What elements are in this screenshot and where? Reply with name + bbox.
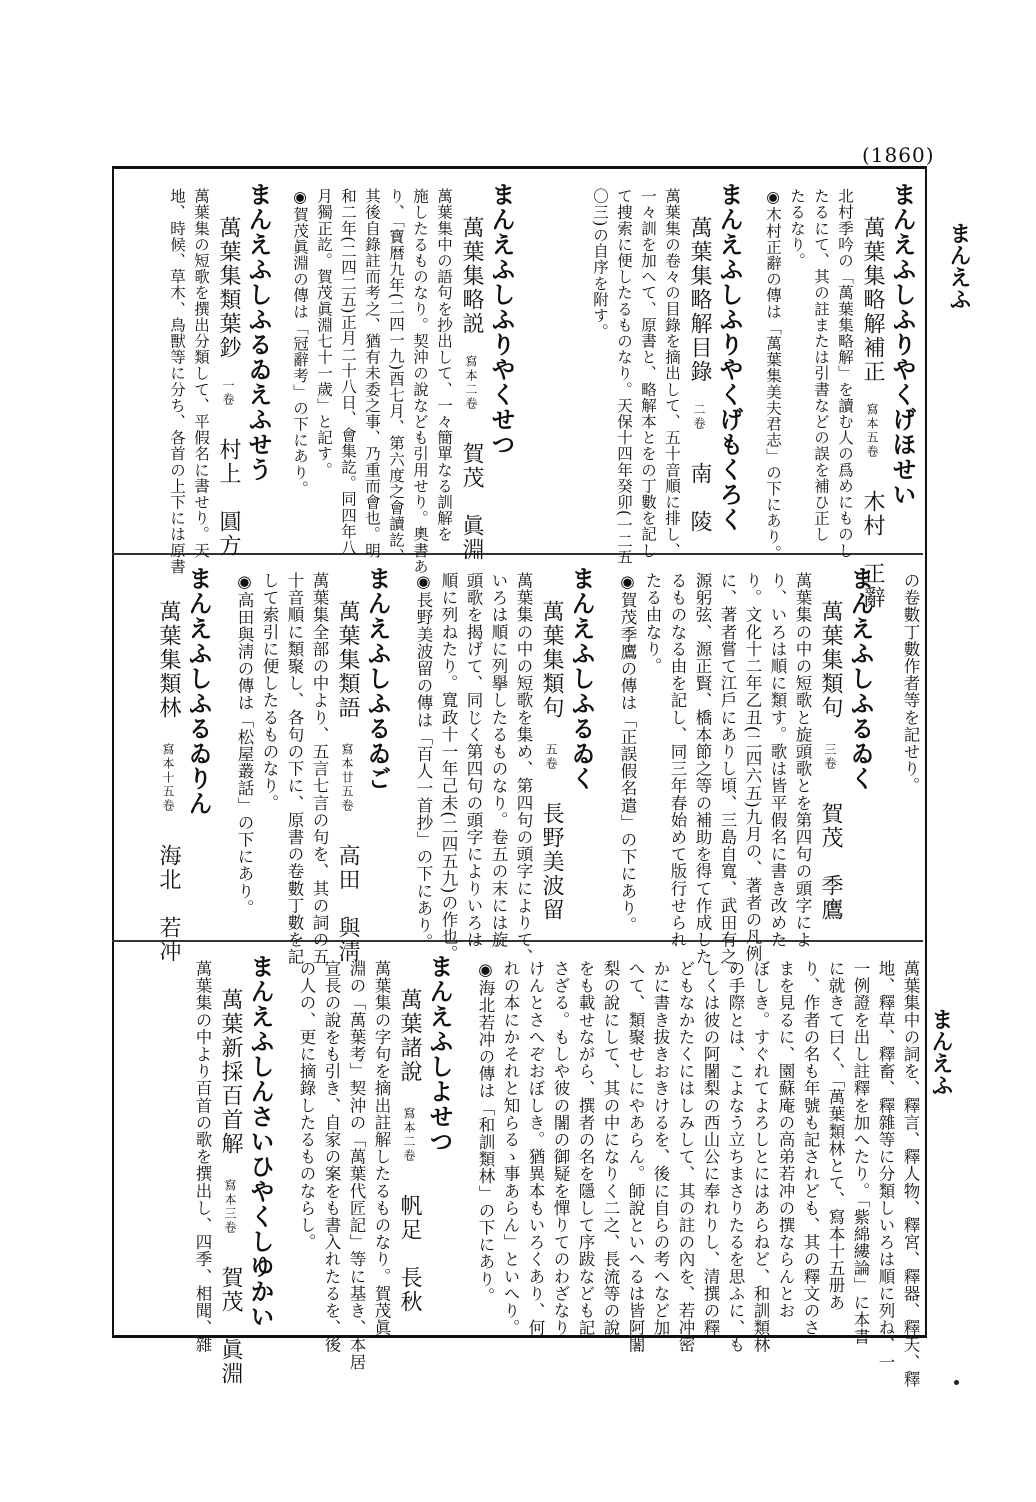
entry-title (151, 600, 179, 964)
entry-heading: まんえふしんさいひやくしゆかい (246, 954, 275, 1329)
entry-line: 萬葉集の中の短歌と旋頭歌とを第四句の頭字によ (793, 572, 812, 949)
entry-line: の手際とは、こよなう立ちまさりたるを思ふに、も (726, 960, 745, 1354)
entry-line: 〇三)の自序を附す。 (591, 188, 609, 340)
entry-line: 十音順に類聚し、各句の下に、原書の卷數丁數を記 (285, 572, 304, 966)
entry-volumes: 五卷 (544, 743, 558, 771)
entry-author: 賀茂 眞淵 (218, 1266, 243, 1386)
entry-title-text: 萬葉集略説 (459, 216, 484, 336)
entry-line: 順に列ねたり。寬政十一年己未(二四五九)の作也。 (439, 572, 458, 963)
entry-line: 一々訓を加へて、原書と、略解本とをの丁數を記し (639, 188, 657, 559)
entry-heading: まんえふしふりやくげもくろく (715, 182, 744, 532)
entry-volumes: 三卷 (823, 743, 837, 771)
side-label-top: まんえふ (946, 222, 972, 310)
entry-volumes: 寫本十五卷 (161, 743, 175, 813)
entry-line: 梨の說にして、其の中になりく二之、長流等の說 (601, 960, 620, 1337)
entry-line: の人の、更に摘錄したるものならし。 (297, 960, 316, 1251)
entry-line: 萬葉集中の詞を、釋言、釋人物、釋宮、釋器、釋天、釋 (901, 960, 920, 1388)
entry-ruiku-ruigo-ruirin (123, 566, 920, 983)
entry-line: るものなる由を記し、同三年春始めて版行せられ (668, 572, 687, 949)
entry-author: 村上 圓方 (216, 438, 241, 558)
scan-speck (954, 1380, 959, 1385)
entry-line: 地、時候、草木、鳥獸等に分ち、各首の上下には原書 (168, 188, 186, 575)
entry-line: 萬葉集の中の短歌を集め、第四句の頭字によりて、 (514, 572, 533, 966)
entry-line: 萬葉集の中より百首の歌を撰出し、四季、相聞、雜 (193, 960, 212, 1354)
entry-line: れの本にかそれと知らるゝ事あらん」といへり。 (501, 960, 520, 1337)
entry-heading: まんえふしふるゐく (846, 566, 875, 791)
entry-title-text: 萬葉集類句 (818, 600, 843, 720)
entry-title-text: 萬葉集略解補正 (860, 216, 885, 384)
entry-title-text: 萬葉集類林 (156, 600, 181, 720)
entry-line: り、作者の名も年號も記されども、其の釋文のさ (801, 960, 820, 1337)
entry-ruirin-shosetsu-shinsai (123, 954, 920, 1388)
entry-line: に、著者嘗て江戶にありし頃、三島自寬、武田有之、 (718, 572, 737, 983)
entry-line: 萬葉集の字句を摘出註解したるものなり。賀茂眞 (372, 960, 391, 1337)
entry-line: して索引に便したるものなり。 (260, 572, 279, 812)
entry-line: り、いろは順に類す。歌は皆平假名に書き改めた (768, 572, 787, 949)
entry-line: ◉高田與淸の傳は「松屋叢話」の下にあり。 (235, 572, 254, 917)
entry-volumes: 寫本廿五卷 (340, 743, 354, 813)
entry-line: の卷數丁數作者等を記せり。 (901, 572, 920, 795)
entry-ryakusetsu-ruiyoshou (128, 182, 516, 575)
entry-line: ◉賀茂眞淵の傳は「冠辭考」の下にあり。 (291, 188, 309, 497)
entry-author: 南 陵 (687, 462, 712, 534)
entry-line: 其後自錄註而考之、猶有未委之事、乃重而會也。明 (363, 188, 381, 559)
entry-title (682, 216, 710, 534)
entry-line: ◉木村正辭の傳は「萬葉集美夫君志」の下にあり。 (764, 188, 782, 561)
entry-line: ◉賀茂季鷹の傳は「正誤假名遣」の下にあり。 (618, 572, 637, 934)
entry-heading: まんえふしよせつ (425, 954, 454, 1154)
entry-title-text: 萬葉集類語 (335, 600, 360, 720)
entry-title (392, 988, 420, 1314)
entry-line: 北村季吟の「萬葉集略解」を讀む人の爲めにものし (836, 188, 854, 559)
entry-title (330, 600, 358, 964)
entry-author: 帆足 長秋 (397, 1194, 422, 1314)
entry-volumes: 寫本二卷 (402, 1107, 416, 1163)
entry-heading: まんえふしふるゐく (567, 566, 596, 791)
entry-heading: まんえふしふりやくげほせい (888, 182, 917, 507)
entry-author: 長野美波留 (539, 802, 564, 922)
entry-line: 淵の「萬葉考」契沖の「萬葉代匠記」等に基き、本居 (347, 960, 366, 1371)
entry-volumes: 寫本二卷 (464, 355, 478, 411)
entry-title-text: 萬葉集類葉鈔 (216, 216, 241, 360)
entry-title (534, 600, 562, 922)
entry-heading: まんえふしふりやくせつ (487, 182, 516, 457)
entry-line: たる由なり。 (643, 572, 662, 675)
entry-line: 頭歌を揭げて、同じく第四句の頭字によりいろは (464, 572, 483, 949)
entry-line: 地、釋草、釋畜、釋雜等に分類しいろは順に列ね、一 (876, 960, 895, 1371)
entry-line: たるにて、其の註または引書などの誤を補ひ正し (812, 188, 830, 543)
entry-line: をも載せながら、撰者の名を隱して序跋なども記 (576, 960, 595, 1337)
entry-heading: まんえふしふるゐえふせう (244, 182, 273, 482)
entry-line: 宣長の說をも引き、自家の案をも書入れたるを、後 (322, 960, 341, 1354)
entry-volumes: 寫本三卷 (223, 1179, 237, 1235)
entry-line: 施したるものなり。契沖の說なども引用せり。奧書あ (411, 188, 429, 575)
entry-line: さざる。もしや彼の闍の御疑を憚りてのわざなり (551, 960, 570, 1337)
entry-line: へて、類聚せしにやあらん。師說といへるは皆阿闍 (626, 960, 645, 1354)
entry-title (211, 216, 239, 558)
entry-line: 萬葉集の短歌を撰出分類して、平假名に書せり。天 (192, 188, 210, 559)
entry-author: 高田 與淸 (335, 844, 360, 964)
entry-title-text: 萬葉集類句 (539, 600, 564, 720)
entry-line: 萬葉集の卷々の目錄を摘出して、五十音順に排し、 (663, 188, 681, 559)
page-number: (1860) (862, 143, 935, 167)
entry-heading: まんえふしふるゐご (363, 566, 392, 791)
side-label-bottom: まんえふ (928, 1008, 954, 1096)
entry-line: ◉長野美波留の傳は「百人一首抄」の下にあり。 (414, 572, 433, 951)
entry-ryakuge-hosei (504, 182, 917, 610)
entry-title (855, 216, 883, 610)
entry-line: まを見るに、園蘇庵の高弟若冲の撰ならんとお (776, 960, 795, 1320)
entry-volumes: 二卷 (692, 403, 706, 431)
entry-heading: まんえふしふるゐりん (184, 566, 213, 816)
entry-title-text: 萬葉諸說 (397, 988, 422, 1084)
entry-line: 萬葉集中の語句を抄出して、一々簡單なる訓解を (435, 188, 453, 543)
entry-line: り。文化十二年乙丑(二四六五)九月の、著者の凡例 (743, 572, 762, 963)
entry-volumes: 寫本五卷 (865, 403, 879, 459)
entry-line: 一例證を出し註釋を加へたり。「紫綿縷論」に本書 (851, 960, 870, 1346)
entry-line: に就きて曰く、「萬葉類林とて、寫本十五册あ (826, 960, 845, 1311)
entry-line: 萬葉集全部の中より、五言七言の句を、其の詞の五 (310, 572, 329, 966)
entry-line: たるなり。 (788, 188, 806, 269)
entry-author: 賀茂 眞淵 (459, 442, 484, 562)
entry-line: て捜索に便したるものなり。天保十四年癸卯(一二五 (615, 188, 633, 565)
entry-line: ◉海北若冲の傳は「和訓類林」の下にあり。 (476, 960, 495, 1305)
entry-line: けんとさへぞおぼしき。猶異本もいろくあり、何 (526, 960, 545, 1337)
entry-author: 海北 若冲 (156, 844, 181, 964)
entry-line: り、「寶暦九年(二四一九)酉七月、第六度之會讀訖、 (387, 188, 405, 564)
entry-title-text: 萬葉集略解目錄 (687, 216, 712, 384)
entry-title (813, 600, 841, 922)
entry-volumes: 一卷 (221, 379, 235, 407)
entry-author: 賀茂 季鷹 (818, 802, 843, 922)
entry-line: しくは彼の阿闍梨の西山公に奉れりし、清撰の釋 (701, 960, 720, 1337)
entry-line: いろは順に列擧したるものなり。卷五の末には旋 (489, 572, 508, 949)
entry-line: 月獨正訖。賀茂眞淵七十一歲」と記す。 (315, 188, 333, 478)
entry-line: 和二年(二四二五)正月二十八日、會集訖。同四年八 (339, 188, 357, 556)
entry-title-text: 萬葉新採百首解 (218, 988, 243, 1156)
entry-title (213, 988, 241, 1386)
entry-line: 源躬弦、源正賢、橋本節之等の補助を得て作成した (693, 572, 712, 966)
entry-author: 木村 正辭 (860, 490, 885, 610)
entry-line: ぼしき。すぐれてよろしとにはあらねど、和訓類林 (751, 960, 770, 1354)
entry-line: かに書き拔きおきけるを、後に自らの考へなど加 (651, 960, 670, 1337)
entry-title (454, 216, 482, 562)
entry-line: どもなかたくにはしみして、其の註の內を、若冲密 (676, 960, 695, 1354)
